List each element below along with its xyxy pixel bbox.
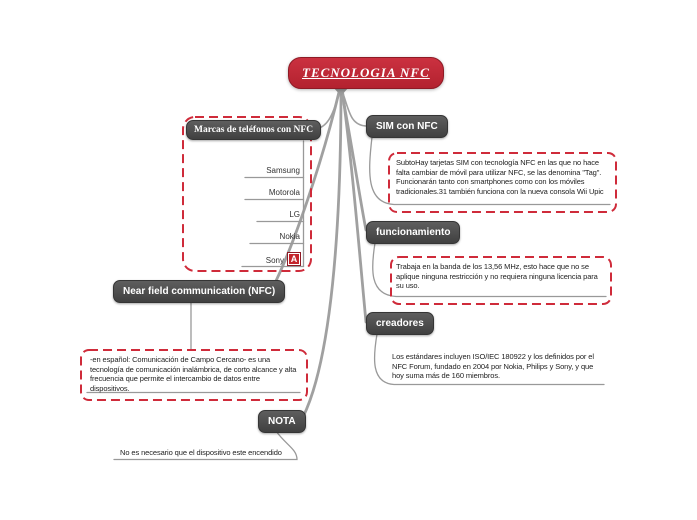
root-node-tecnologia-nfc[interactable]: TECNOLOGIA NFC	[288, 57, 444, 89]
note-text-nota[interactable]: No es necesario que el dispositivo este encendido	[120, 448, 282, 457]
note-text-nfc[interactable]: -en español: Comunicación de Campo Cercano- es una tecnología de comunicación inalámbrica, de corto alcance y alta frecuencia que permite el intercambio de datos entre dispositivos.	[90, 355, 297, 393]
note-text-creadores[interactable]: Los estándares incluyen ISO/IEC 180922 y los definidos por el NFC Forum, fundado en 2004 por Nokia, Philips y Sony, y que hoy suma más de 160 miembros.	[392, 352, 594, 380]
a-badge-icon[interactable]: A	[288, 253, 300, 265]
child-label-motorola[interactable]: Motorola	[268, 188, 300, 197]
branch-node-sim[interactable]: SIM con NFC	[366, 115, 448, 138]
child-label-nokia[interactable]: Nokia	[279, 232, 300, 241]
child-row-sony[interactable]	[230, 252, 300, 265]
branch-node-funcionamiento[interactable]: funcionamiento	[366, 221, 460, 244]
child-label-samsung[interactable]: Samsung	[266, 166, 300, 175]
note-text-funcionamiento[interactable]: Trabaja en la banda de los 13,56 MHz, esto hace que no se aplique ninguna restricción y no requiera ninguna licencia para su uso.	[396, 262, 598, 290]
branch-node-marcas[interactable]: Marcas de teléfonos con NFC	[186, 120, 321, 140]
branch-node-nota[interactable]: NOTA	[258, 410, 306, 433]
child-label-sony[interactable]: Sony	[265, 256, 284, 265]
note-text-sim[interactable]: SubtoHay tarjetas SIM con tecnología NFC en las que no hace falta cambiar de móvil para utilizar NFC, se las denomina "Tag". Funcionarán tanto con smartphones como con los móviles tradicionales.31 también funciona con la nueva consola Wii Upic	[396, 158, 604, 196]
branch-node-creadores[interactable]: creadores	[366, 312, 434, 335]
branch-node-nfc[interactable]: Near field communication (NFC)	[113, 280, 285, 303]
child-label-lg[interactable]: LG	[289, 210, 300, 219]
